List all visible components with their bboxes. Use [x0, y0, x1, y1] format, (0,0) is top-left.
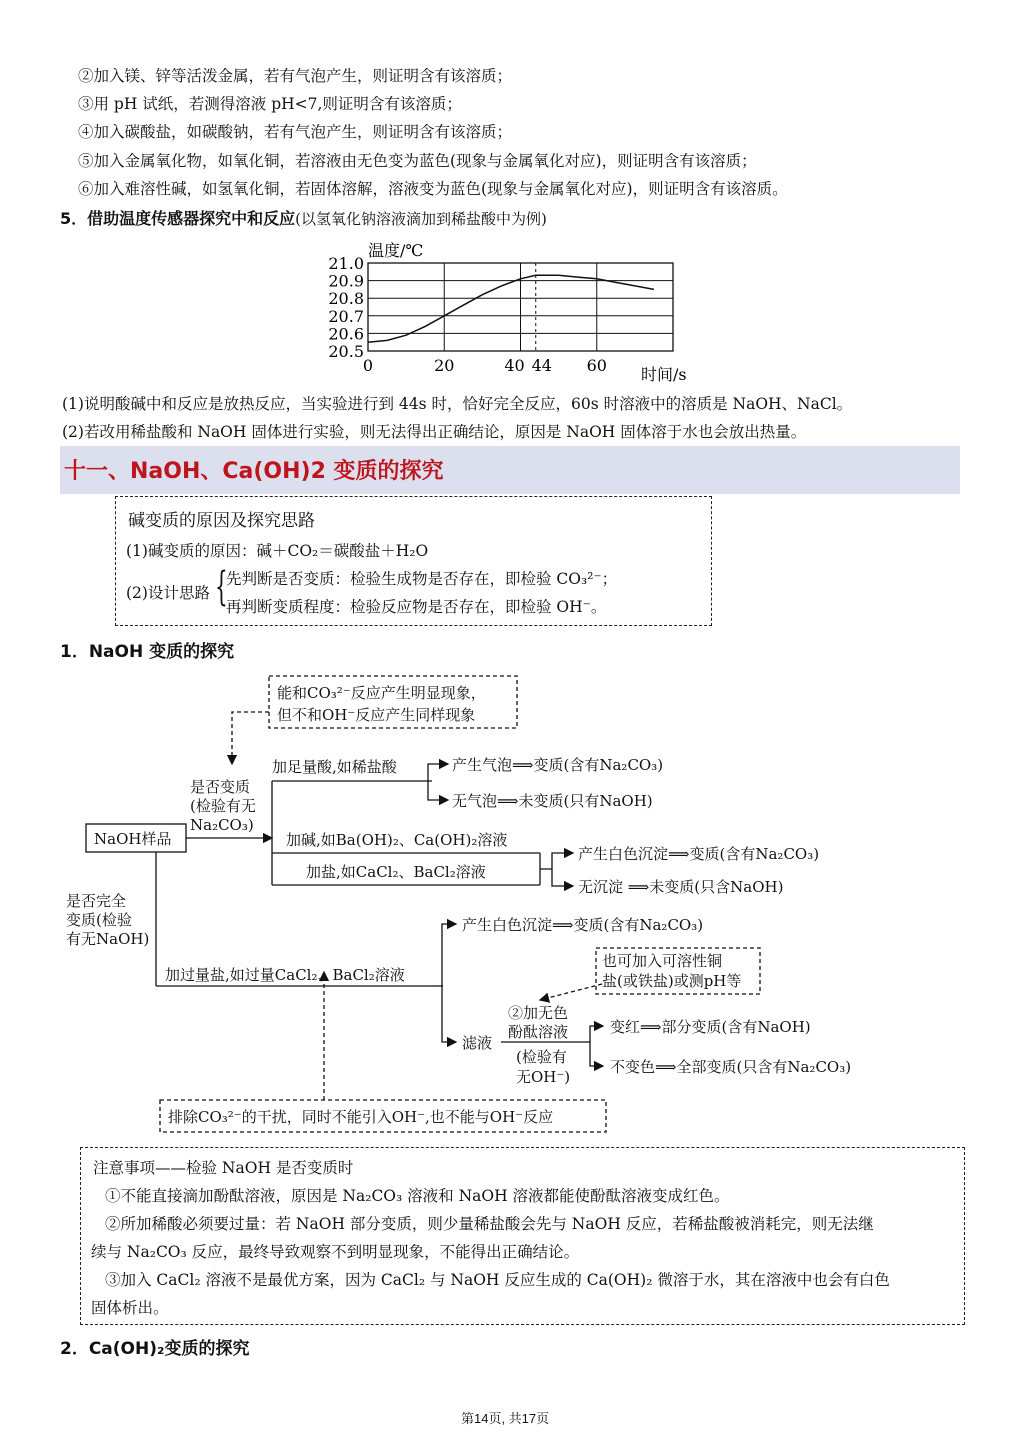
acid-no: 无气泡⟹未变质(只有NaOH): [452, 792, 653, 810]
chart-y-tick: 20.8: [328, 289, 364, 309]
note-3b: 固体析出。: [91, 1299, 169, 1317]
note-3a: ③加入 CaCl₂ 溶液不是最优方案，因为 CaCl₂ 与 NaOH 反应生成的 Ca(OH)₂ 微溶于水，其在溶液中也会有白色: [105, 1271, 890, 1289]
hint-top-1: 能和CO₃²⁻反应产生明显现象，: [277, 684, 486, 702]
chart-grid: [368, 263, 673, 351]
alt-2: 盐(或铁盐)或测pH等: [602, 972, 742, 990]
nochange-result: 不变色⟹全部变质(只含有Na₂CO₃): [610, 1058, 852, 1076]
white-ppt: 产生白色沉淀⟹变质(含有Na₂CO₃): [462, 916, 704, 934]
flow-connector: [232, 712, 269, 764]
method-4: ④加入碳酸盐，如碳酸钠，若有气泡产生，则证明含有该溶质；: [78, 123, 513, 141]
idea-step1: 先判断是否变质：检验生成物是否存在，即检验 CO₃²⁻；: [226, 570, 618, 588]
q1-2: (检验有无: [190, 797, 256, 815]
chart-y-tick: 20.6: [328, 324, 364, 344]
page-footer: 第14页, 共17页: [461, 1411, 550, 1426]
section-banner: [60, 446, 960, 494]
phen-2: 酚酞溶液: [508, 1023, 569, 1041]
idea-step2: 再判断变质程度：检验反应物是否存在，即检验 OH⁻。: [226, 598, 607, 616]
flow-connector: [540, 984, 602, 1000]
acid-yes: 产生气泡⟹变质(含有Na₂CO₃): [452, 756, 664, 774]
method-3: ③用 pH 试纸，若测得溶液 pH<7,则证明含有该溶质；: [78, 95, 462, 113]
q2-2: 变质(检验: [66, 911, 132, 929]
hint-bottom: 排除CO₃²⁻的干扰，同时不能引入OH⁻,也不能与OH⁻反应: [168, 1108, 554, 1126]
chart-y-tick: 20.5: [328, 342, 364, 361]
chart-x-tick: 60: [586, 356, 607, 375]
idea-reason: (1)碱变质的原因：碱＋CO₂＝碳酸盐＋H₂O: [126, 542, 429, 560]
salt-label: 加盐,如CaCl₂、BaCl₂溶液: [306, 863, 486, 881]
subsection-naoh: 1．NaOH 变质的探究: [60, 642, 235, 662]
phen-4: 无OH⁻): [516, 1068, 571, 1086]
method-5: ⑤加入金属氧化物，如氧化铜，若溶液由无色变为蓝色(现象与金属氧化对应)，则证明含有该溶质；: [78, 152, 757, 170]
flow-connector: [442, 924, 456, 986]
banner-title: 十一、NaOH、Ca(OH)2 变质的探究: [64, 459, 444, 484]
hint-top-2: 但不和OH⁻反应产生同样现象: [277, 706, 476, 724]
chart-y-ticks: [328, 254, 364, 361]
acid-label: 加足量酸,如稀盐酸: [272, 758, 397, 776]
q1-1: 是否变质: [190, 778, 251, 796]
chart-xlabel: 时间/s: [641, 365, 687, 384]
flow-connector: [428, 781, 448, 800]
alt-1: 也可加入可溶性铜: [602, 952, 723, 970]
brace-icon: {: [215, 564, 228, 610]
flow-connector: [540, 853, 573, 869]
salt-yes: 产生白色沉淀⟹变质(含有Na₂CO₃): [578, 845, 820, 863]
naoh-flowchart: [50, 668, 970, 1138]
section5-note: (以氢氧化钠溶液滴加到稀盐酸中为例): [295, 210, 547, 228]
temperature-chart: [300, 236, 720, 388]
flow-connector: [552, 869, 573, 886]
method-6: ⑥加入难溶性碱，如氢氧化铜，若固体溶解，溶液变为蓝色(现象与金属氧化对应)，则证明含有该溶质。: [78, 180, 788, 198]
chart-x-tick: 44: [531, 356, 552, 375]
chart-x-tick: 40: [504, 356, 525, 375]
sample-label: NaOH样品: [94, 830, 172, 848]
phen-3: (检验有: [516, 1048, 567, 1066]
chart-y-tick: 20.9: [328, 271, 364, 291]
flow-connector: [442, 986, 456, 1042]
idea-design-label: (2)设计思路: [126, 584, 210, 602]
section5-heading: [60, 206, 547, 229]
idea-box-title: 碱变质的原因及探究思路: [128, 511, 315, 531]
explain-1: (1)说明酸碱中和反应是放热反应，当实验进行到 44s 时，恰好完全反应，60s 时溶液中的溶质是 NaOH、NaCl。: [62, 395, 853, 413]
note-1: ①不能直接滴加酚酞溶液，原因是 Na₂CO₃ 溶液和 NaOH 溶液都能使酚酞溶液变成红色。: [105, 1187, 730, 1205]
excess-label: 加过量盐,如过量CaCl₂、BaCl₂溶液: [165, 966, 405, 984]
chart-x-ticks: [363, 356, 607, 375]
section5-title: 5．借助温度传感器探究中和反应: [60, 209, 296, 228]
chart-x-tick: 0: [362, 356, 374, 375]
base-label: 加碱,如Ba(OH)₂、Ca(OH)₂溶液: [286, 831, 508, 849]
flow-connector: [590, 1026, 603, 1042]
q2-1: 是否完全: [66, 892, 127, 910]
flow-connector: [428, 764, 448, 781]
chart-x-tick: 20: [434, 356, 455, 375]
temperature-curve: [368, 275, 654, 342]
explain-2: (2)若改用稀盐酸和 NaOH 固体进行实验，则无法得出正确结论，原因是 NaOH 固体溶于水也会放出热量。: [62, 423, 807, 441]
idea-box: [115, 496, 712, 626]
chart-ylabel: 温度/℃: [368, 241, 424, 260]
red-result: 变红⟹部分变质(含有NaOH): [610, 1018, 811, 1036]
phen-1: ②加无色: [508, 1004, 569, 1022]
filtrate-label: 滤液: [462, 1034, 493, 1052]
method-2: ②加入镁、锌等活泼金属，若有气泡产生，则证明含有该溶质；: [78, 67, 513, 85]
note-2b: 续与 Na₂CO₃ 反应，最终导致观察不到明显现象，不能得出正确结论。: [91, 1243, 580, 1261]
subsection-caoh2: 2．Ca(OH)₂变质的探究: [60, 1339, 250, 1359]
notes-title: 注意事项——检验 NaOH 是否变质时: [93, 1159, 354, 1177]
salt-no: 无沉淀 ⟹未变质(只含NaOH): [578, 878, 784, 896]
chart-y-tick: 21.0: [328, 254, 364, 273]
flow-connector: [590, 1042, 603, 1066]
q2-3: 有无NaOH): [66, 930, 150, 948]
chart-y-tick: 20.7: [328, 306, 364, 326]
note-2a: ②所加稀酸必须要过量：若 NaOH 部分变质，则少量稀盐酸会先与 NaOH 反应，若稀盐酸被消耗完，则无法继: [105, 1215, 874, 1233]
notes-box: [80, 1147, 965, 1325]
q1-3: Na₂CO₃): [190, 816, 254, 834]
